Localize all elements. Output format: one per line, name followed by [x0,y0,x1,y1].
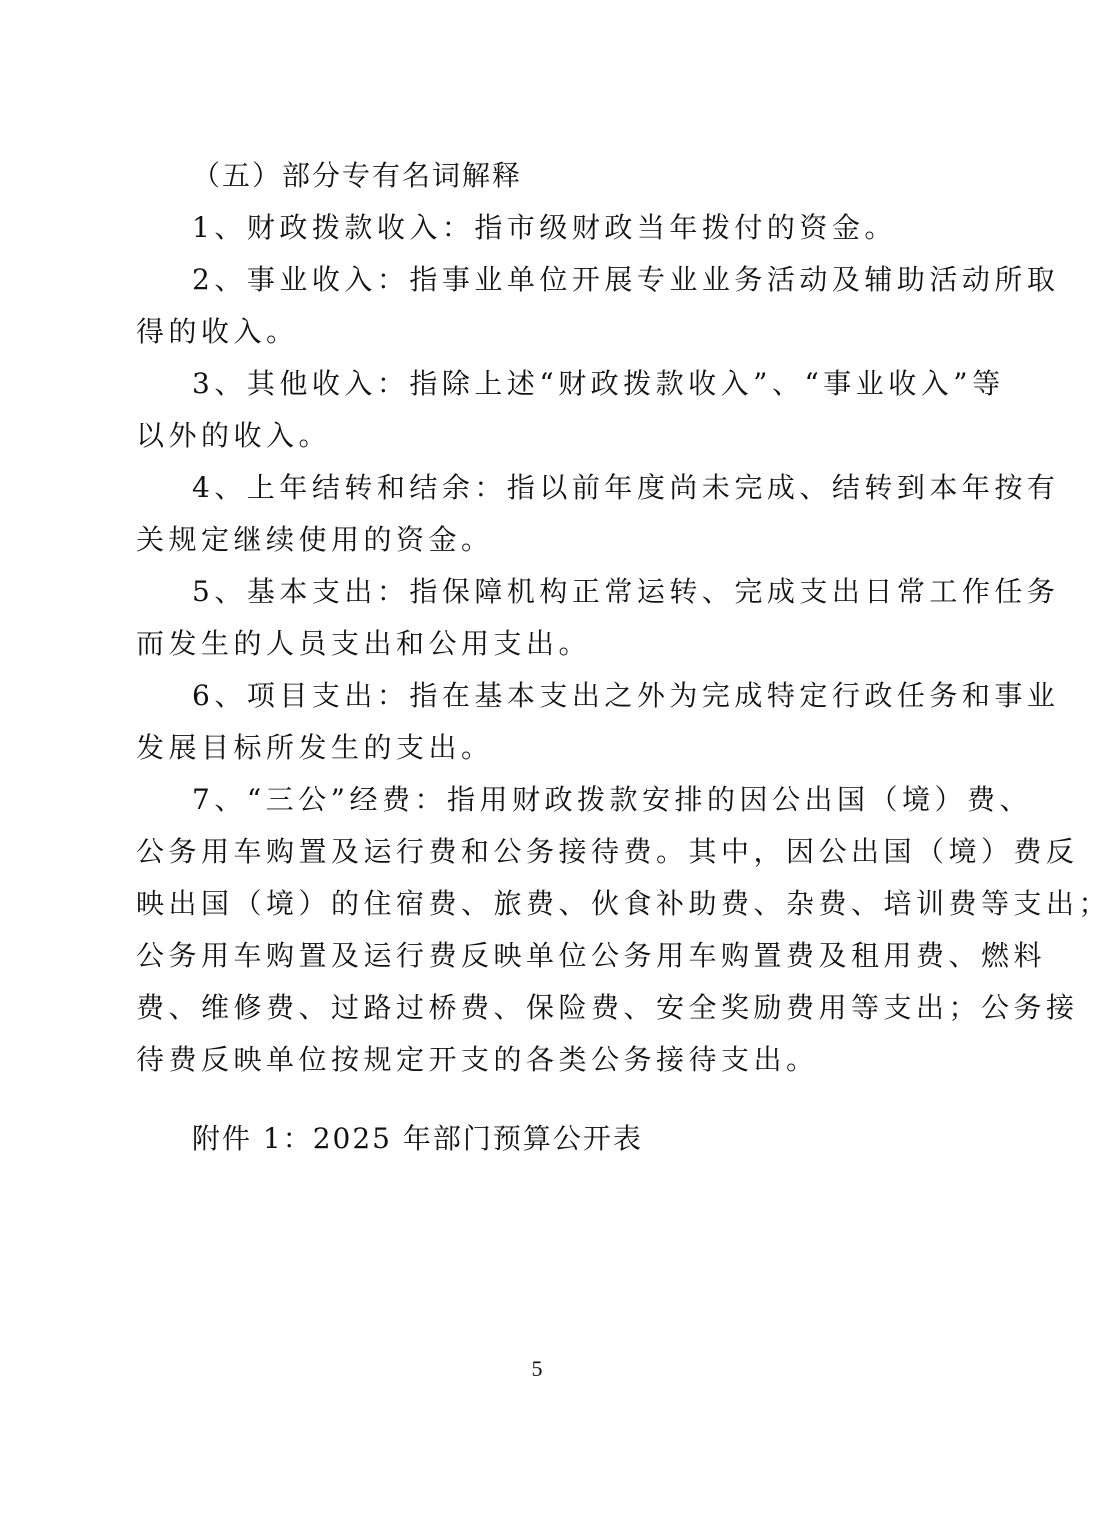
definition-line: 关规定继续使用的资金。 [136,523,494,556]
page-number: 5 [531,1356,543,1381]
attachment-reference: 附件 1：2025 年部门预算公开表 [192,1122,643,1155]
definition-line: 得的收入。 [136,315,299,348]
definition-line: 1、财政拨款收入：指市级财政当年拨付的资金。 [192,211,897,244]
definition-1 [136,202,966,254]
definition-line: 公务用车购置及运行费反映单位公务用车购置费及租用费、燃料 [136,939,1047,972]
definition-line: 4、上年结转和结余：指以前年度尚未完成、结转到本年按有 [192,471,1060,504]
definition-line: 费、维修费、过路过桥费、保险费、安全奖励费用等支出；公务接 [136,991,1079,1024]
definition-3 [136,358,1005,462]
definition-line: 发展目标所发生的支出。 [136,731,494,764]
definition-line: 映出国（境）的住宿费、旅费、伙食补助费、杂费、培训费等支出； [136,887,1111,920]
definition-2 [136,254,1060,358]
definition-line: 而发生的人员支出和公用支出。 [136,627,592,660]
definition-line: 7、“三公”经费：指用财政拨款安排的因公出国（境）费、 [192,783,1032,816]
definition-7 [136,774,1111,1086]
definition-line: 以外的收入。 [136,419,332,452]
definition-line: 公务用车购置及运行费和公务接待费。其中，因公出国（境）费反 [136,835,1079,868]
definition-line: 3、其他收入：指除上述“财政拨款收入”、“事业收入”等 [192,367,1005,400]
definition-line: 6、项目支出：指在基本支出之外为完成特定行政任务和事业 [192,679,1060,712]
definition-line: 待费反映单位按规定开支的各类公务接待支出。 [136,1043,819,1076]
section-heading: （五）部分专有名词解释 [192,159,523,192]
definition-6 [136,670,1060,774]
definition-line: 5、基本支出：指保障机构正常运转、完成支出日常工作任务 [192,575,1060,608]
definition-4 [136,462,1060,566]
definition-line: 2、事业收入：指事业单位开展专业业务活动及辅助活动所取 [192,263,1060,296]
definition-5 [136,566,1060,670]
document-body [136,150,1111,1086]
